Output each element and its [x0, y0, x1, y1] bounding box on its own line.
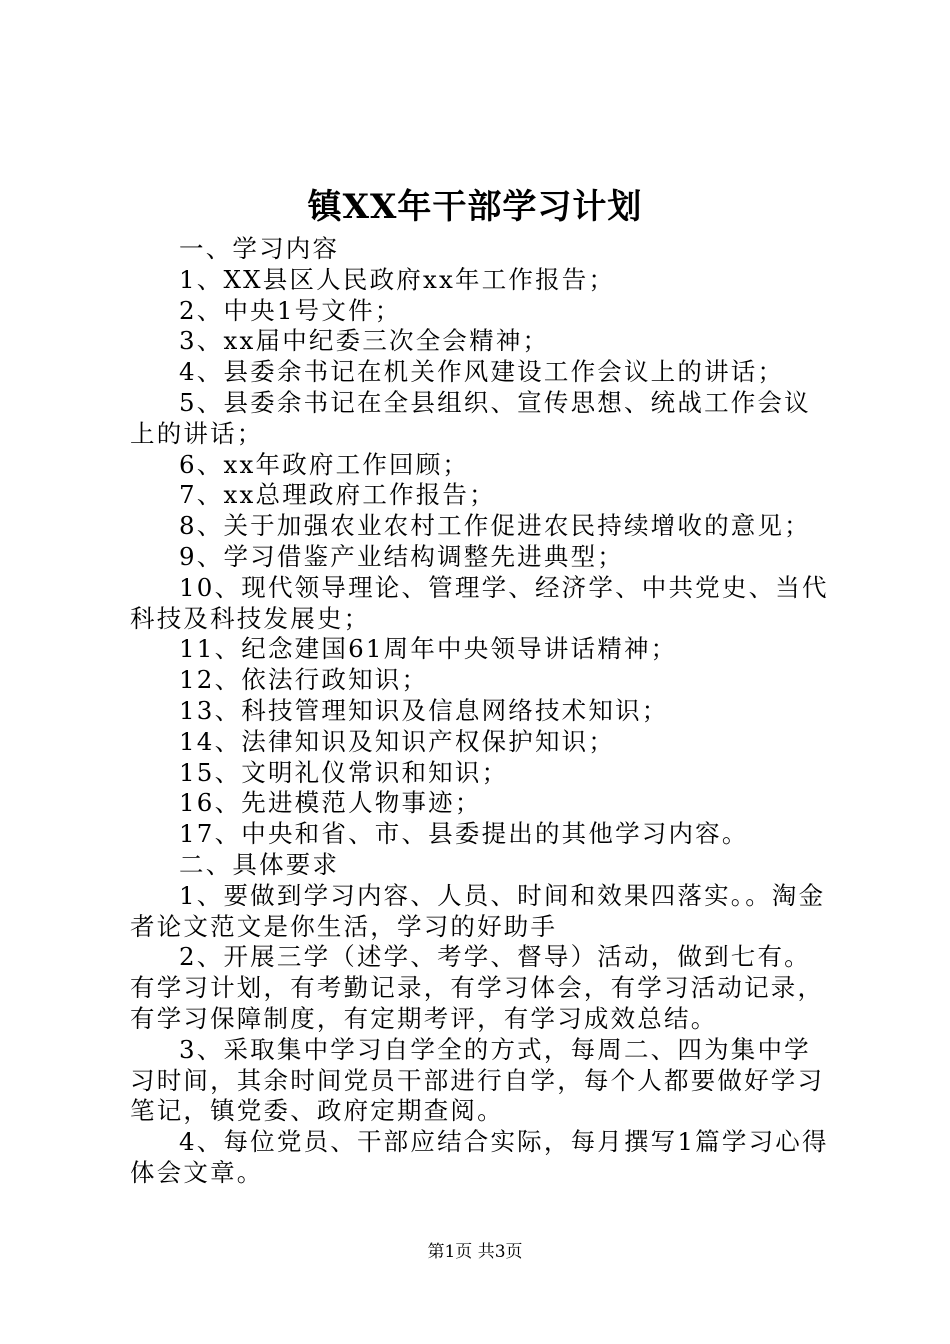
list-item: 5、县委余书记在全县组织、宣传思想、统战工作会议上的讲话；: [130, 387, 811, 448]
list-item: 14、法律知识及知识产权保护知识；: [179, 726, 616, 756]
requirement-item: 4、每位党员、干部应结合实际，每月撰写1篇学习心得体会文章。: [130, 1127, 829, 1187]
section-heading-requirements: 二、具体要求: [179, 849, 340, 879]
list-item: 9、学习借鉴产业结构调整先进典型；: [179, 541, 624, 571]
list-item: 15、文明礼仪常识和知识；: [179, 757, 509, 787]
list-item: 11、纪念建国61周年中央领导讲话精神；: [179, 634, 678, 664]
list-item: 2、中央1号文件；: [179, 295, 402, 325]
section-heading-content: 一、学习内容: [179, 234, 340, 263]
list-item: 17、中央和省、市、县委提出的其他学习内容。: [179, 819, 749, 849]
list-item: 4、县委余书记在机关作风建设工作会议上的讲话；: [179, 357, 785, 387]
requirement-item: 1、要做到学习内容、人员、时间和效果四落实。。淘金者论文范文是你生活，学习的好助手: [130, 880, 826, 941]
list-item: 6、xx年政府工作回顾；: [179, 449, 470, 479]
list-item: 8、关于加强农业农村工作促进农民持续增收的意见；: [179, 511, 811, 541]
list-item: 13、科技管理知识及信息网络技术知识；: [179, 695, 669, 725]
document-title: 镇XX年干部学习计划: [307, 187, 643, 227]
page-footer: 第1页 共3页: [427, 1242, 523, 1262]
document-body: [130, 234, 830, 1189]
list-item: 12、依法行政知识；: [179, 665, 429, 695]
requirement-item: 2、开展三学（述学、考学、督导）活动，做到七有。有学习计划，有考勤记录，有学习体会，有学习活动记录，有学习保障制度，有定期考评，有学习成效总结。: [130, 942, 825, 1033]
list-item: 3、xx届中纪委三次全会精神；: [179, 326, 550, 356]
list-item: 10、现代领导理论、管理学、经济学、中共党史、当代科技及科技发展史；: [130, 572, 829, 633]
list-item: 16、先进模范人物事迹；: [179, 788, 482, 818]
requirement-item: 3、采取集中学习自学全的方式，每周二、四为集中学习时间，其余时间党员干部进行自学，每个人都要做好学习笔记，镇党委、政府定期查阅。: [130, 1034, 825, 1126]
list-item: 1、XX县区人民政府xx年工作报告；: [179, 264, 616, 294]
list-item: 7、xx总理政府工作报告；: [179, 480, 496, 510]
